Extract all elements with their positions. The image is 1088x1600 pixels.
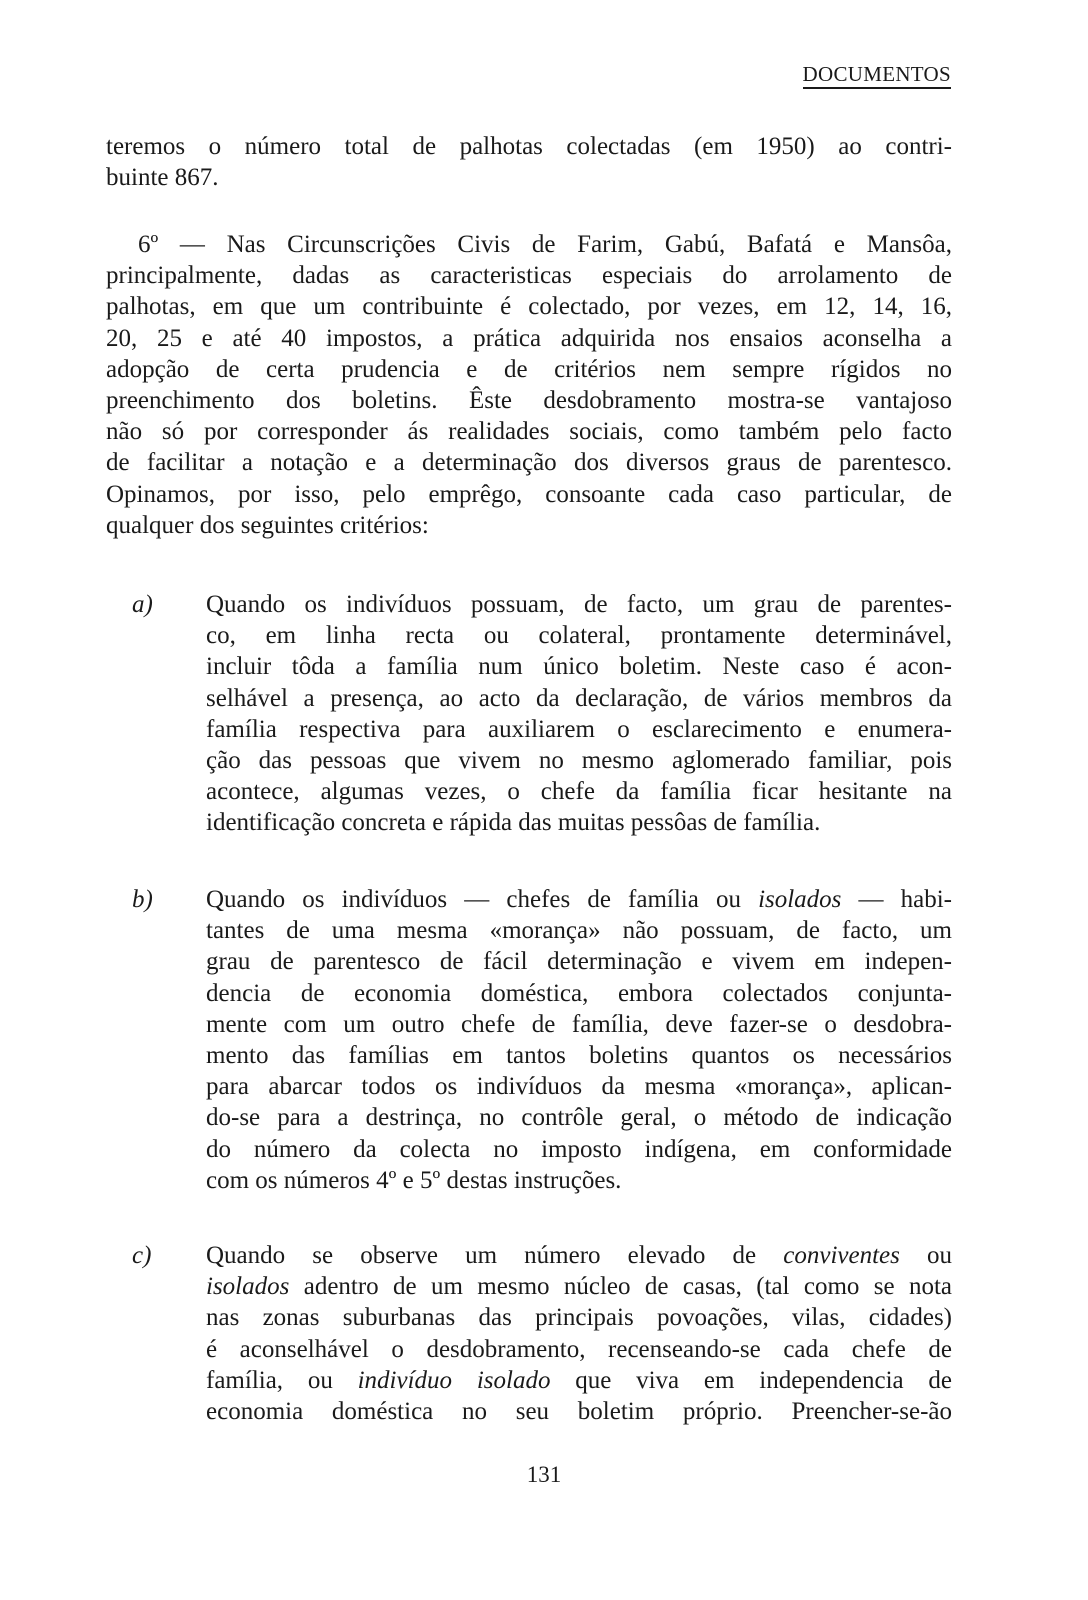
text-line: mente com um outro chefe de família, deve fazer-se o desdobra- (206, 1010, 952, 1038)
text-line: nas zonas suburbanas das principais povoações, vilas, cidades) (206, 1304, 952, 1332)
page-number: 131 (526, 1462, 562, 1487)
text-line: buinte 867. (106, 164, 219, 192)
text-line: família respectiva para auxiliarem o esclarecimento e enumera- (206, 715, 952, 743)
text-line: com os números 4º e 5º destas instruções. (206, 1166, 622, 1194)
text-line: é aconselhável o desdobramento, recenseando-se cada chefe de (206, 1335, 952, 1363)
text-line: Quando os indivíduos — chefes de família ou isolados — habi- (206, 886, 953, 913)
text-line: 6º — Nas Circunscrições Civis de Farim, Gabú, Bafatá e Mansôa, (138, 231, 952, 258)
text-line: tantes de uma mesma «morança» não possuam, de facto, um (206, 917, 952, 945)
text-line: principalmente, dadas as caracteristicas especiais do arrolamento de (106, 262, 952, 290)
text-line: incluir tôda a família num único boletim. Neste caso é acon- (206, 653, 952, 681)
text-line: isolados adentro de um mesmo núcleo de casas, (tal como se nota (206, 1273, 952, 1301)
text-line: adopção de certa prudencia e de critérios nem sempre rígidos no (106, 355, 952, 383)
text-line: identificação concreta e rápida das muitas pessôas de família. (206, 809, 821, 837)
text-line: co, em linha recta ou colateral, prontamente determinável, (206, 622, 952, 650)
paragraph-continuation (106, 131, 952, 193)
text-line: Opinamos, por isso, pelo emprêgo, consoante cada caso particular, de (106, 480, 952, 508)
text-line: 20, 25 e até 40 impostos, a prática adquirida nos ensaios aconselha a (106, 324, 952, 352)
running-head: DOCUMENTOS (803, 62, 951, 89)
text-line: acontece, algumas vezes, o chefe da família ficar hesitante na (206, 778, 952, 806)
paragraph-section-6 (106, 229, 952, 541)
text-line: teremos o número total de palhotas colectadas (em 1950) ao contri- (106, 133, 952, 160)
text-line: preenchimento dos boletins. Êste desdobramento mostra-se vantajoso (106, 387, 952, 415)
text-line: ção das pessoas que vivem no mesmo aglomerado familiar, pois (206, 747, 952, 775)
list-marker: c) (132, 1242, 152, 1269)
text-line: do-se para a destrinça, no contrôle geral, o método de indicação (206, 1104, 952, 1132)
text-line: qualquer dos seguintes critérios: (106, 511, 429, 539)
list-marker: b) (132, 886, 153, 913)
text-line: mento das famílias em tantos boletins quantos os necessários (206, 1042, 952, 1070)
list-marker: a) (132, 591, 153, 618)
text-line: selhável a presença, ao acto da declaração, de vários membros da (206, 684, 952, 712)
text-line: economia doméstica no seu boletim próprio. Preencher-se-ão (206, 1398, 952, 1426)
text-line: grau de parentesco de fácil determinação e vivem em indepen- (206, 948, 952, 976)
text-line: dencia de economia doméstica, embora colectados conjunta- (206, 979, 952, 1007)
text-line: palhotas, em que um contribuinte é colectado, por vezes, em 12, 14, 16, (106, 293, 952, 321)
text-line: de facilitar a notação e a determinação dos diversos graus de parentesco. (106, 449, 952, 477)
text-line: família, ou indivíduo isolado que viva em independencia de (206, 1366, 952, 1394)
text-line: Quando se observe um número elevado de conviventes ou (206, 1242, 953, 1269)
text-line: para abarcar todos os indivíduos da mesma «morança», aplican- (206, 1073, 952, 1101)
text-line: do número da colecta no imposto indígena, em conformidade (206, 1135, 952, 1163)
text-line: não só por corresponder ás realidades sociais, como também pelo facto (106, 418, 952, 446)
text-line: Quando os indivíduos possuam, de facto, um grau de parentes- (206, 591, 952, 618)
